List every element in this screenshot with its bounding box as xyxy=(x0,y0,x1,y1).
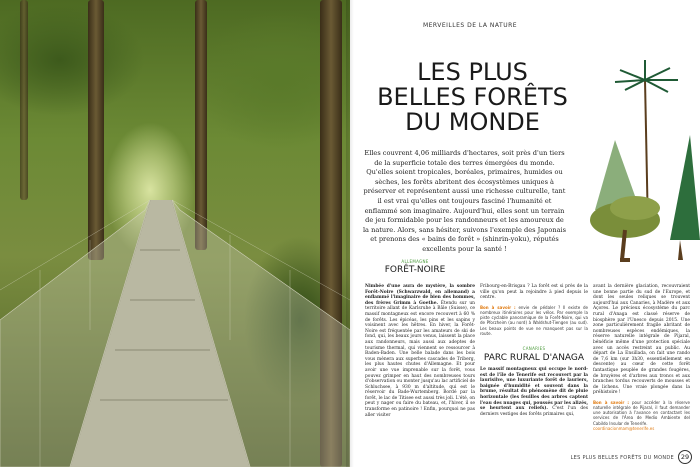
section-title-anaga: PARC RURAL D'ANAGA xyxy=(483,353,585,363)
column-1 xyxy=(365,284,475,418)
tip-label: Bon à savoir : xyxy=(593,399,629,405)
page-number: 29 xyxy=(678,450,692,464)
section-title-foret-noire: FORÊT-NOIRE xyxy=(384,265,446,275)
article-title xyxy=(350,60,595,135)
title-line: BELLES FORÊTS xyxy=(377,83,568,111)
tip-email[interactable]: coordinacionmam@tenerife.es xyxy=(593,425,655,431)
title-line: LES PLUS xyxy=(417,58,528,86)
body-text: Étendu sur un territoire allant de Karlsruhe à Bâle (Suisse), ce massif montagneux est encore recouvert à 60 % de forêts. Les épicéas, les pins et les sapins y voisinent avec les hêtres. En hiver, la Forêt-Noire est fréquentée par les amateurs de ski de fond, qui, les beaux jours venus, laissent la place aux randonneurs, mais aussi aux adeptes de tourisme thermal, qui viennent se ressourcer à Baden-Baden. Une belle balade dans les bois vous mènera aux superbes cascades de Triberg, les plus hautes chutes d'Allemagne. Et pour avoir une vue imprenable sur la forêt, vous pouvez grimper en haut des nombreuses tours d'observation ou monter jusqu'au lac artificiel de Schluchsee, à 930 m d'altitude, qui est le réservoir du Bade-Wurtemberg. Bordé par la forêt, le lac de Titisee est aussi très joli. L'été, on peut y nager ou faire du bateau, et, l'hiver, il se transforme en patinoire ! Enfin, pourquoi ne pas aller visiter xyxy=(365,300,475,418)
column-3 xyxy=(593,284,690,431)
article-page xyxy=(350,0,700,467)
section-kicker: MERVEILLES DE LA NATURE xyxy=(422,22,518,29)
section-kicker-canaries: CANARIES xyxy=(522,346,546,351)
tip-text: envie de pédaler ? Il existe de nombreux itinéraires pour les vélos. Par exemple la piste cyclable panoramique de la Forêt-Noire, qui va de Pforzheim (au nord) à Waldshut-Tiengen (au sud). Les beaux points de vue ne manquent pas sur la route. xyxy=(480,304,588,336)
intro-paragraph: Elles couvrent 4,06 milliards d'hectares, soit près d'un tiers de la superficie totale des terres émergées du monde. Qu'elles soient tropicales, boréales, primaires, humides ou sèches, les forêts abritent des écosystèmes uniques à préserver et représentent aussi une richesse culturelle, tant il est vrai qu'elles ont toujours fasciné l'humanité et enflammé son imaginaire. Aujourd'hui, elles sont un terrain de jeu formidable pour les randonneurs et les amoureux de la nature. Alors, sans hésiter, suivons l'exemple des Japonais et prenons des « bains de forêt » (shinrin-yoku), réputés excellents pour la santé ! xyxy=(362,149,567,253)
tip-text: pour accéder à la réserve naturelle intégrale de Pijaral, il faut demander une autorisation à l'avance en contactant les services de l'Área de Medio Ambiente del Cabildo Insular de Tenerife. xyxy=(593,399,690,426)
body-text: C'est l'un des derniers vestiges des forêts primaires qui, xyxy=(480,406,588,417)
tip-box xyxy=(593,400,690,431)
body-text: avant la dernière glaciation, recouvraient une bonne partie du sud de l'Europe, et dont les seules reliques se trouvent aujourd'hui aux Canaries, à Madère et aux Açores. Le précieux écosystème du parc rural d'Anaga est classé réserve de biosphère par l'Unesco depuis 2015. Une zone particulièrement fragile abritant de nombreuses espèces endémiques, la réserve naturelle intégrale de Pijaral, bénéficie même d'une protection spéciale avec un accès restreint au public. Au départ de La Ensillada, on fait une rando de 7,6 km (sur 3h30, essentiellement en descente) au cœur de cette forêt fantastique peuplée de grandes fougères, de bruyères et d'arbres aux troncs et aux branches tordus recouverts de mousses et de lichens. Une vraie plongée dans la préhistoire ! xyxy=(593,284,690,396)
body-text: Fribourg-en-Brisgau ? La forêt est si près de la ville qu'on peut la rejoindre à pied depuis le centre. xyxy=(480,284,588,301)
title-line: DU MONDE xyxy=(405,108,540,136)
lead-text: Nimbée d'une aura de mystère, la sombre Forêt-Noire (Schwarzwald, en allemand) a enflammé l'imaginaire de bien des hommes, des frères Grimm à Goethe. xyxy=(365,284,475,306)
tip-label: Bon à savoir : xyxy=(480,304,516,310)
column-2 xyxy=(480,284,588,417)
lead-text: Le massif montagneux qui occupe le nord-est de l'île de Tenerife est recouvert par la laurisilve, une luxuriante forêt de lauriers, baignée d'humidité et souvent dans la brume, résultat du phénomène dit de pluie horizontale (les feuilles des arbres captent l'eau des nuages qui, poussés par les alizés, se heurtent aux reliefs). xyxy=(480,367,588,412)
section-kicker-allemagne: ALLEMAGNE xyxy=(401,259,429,264)
tip-box xyxy=(480,305,588,336)
running-title: LES PLUS BELLES FORÊTS DU MONDE xyxy=(570,455,674,461)
trees-illustration xyxy=(590,60,700,270)
